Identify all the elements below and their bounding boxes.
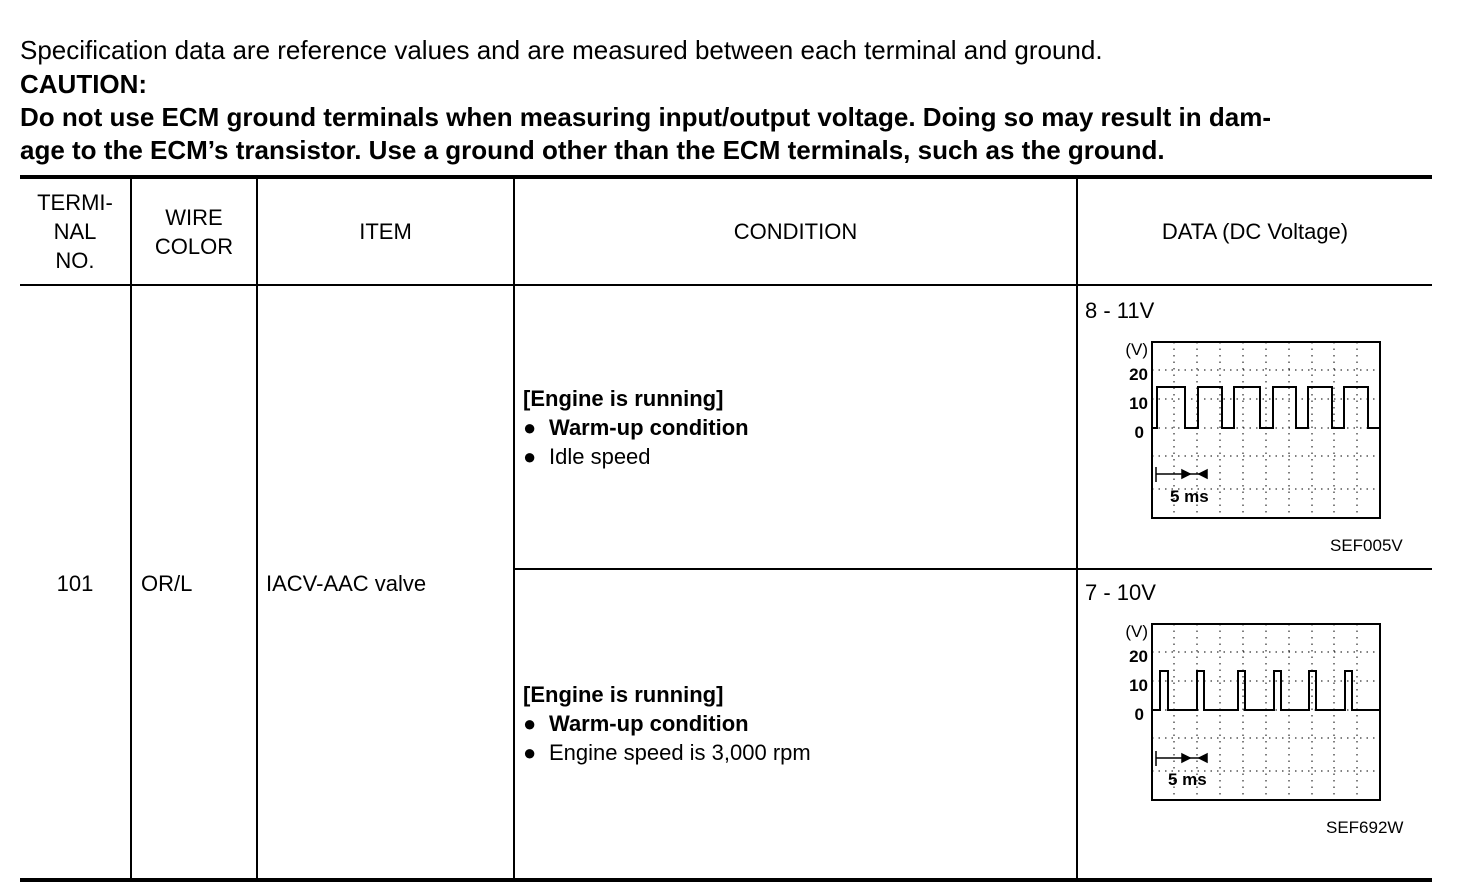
scope-1-time-label: 5 ms bbox=[1170, 487, 1209, 506]
table-header-rule bbox=[20, 284, 1432, 286]
scope-1-unit: (V) bbox=[1125, 340, 1148, 359]
row-divider-rule bbox=[514, 568, 1432, 570]
bullet-icon: ● bbox=[523, 415, 537, 440]
figure-id-1: SEF005V bbox=[1330, 536, 1403, 555]
condition-2-bullet-1 bbox=[523, 709, 811, 738]
scope-2-tick-20: 20 bbox=[1129, 647, 1148, 666]
scope-2-unit: (V) bbox=[1125, 622, 1148, 641]
bullet-icon: ● bbox=[523, 711, 537, 736]
scope-2-time-marker bbox=[1156, 751, 1207, 766]
scope-2-time-label: 5 ms bbox=[1168, 770, 1207, 789]
cell-item: IACV-AAC valve bbox=[266, 571, 427, 596]
cell-wire-color: OR/L bbox=[141, 571, 193, 596]
header-wire-line-1: WIRE bbox=[165, 204, 223, 230]
scope-1-tick-0: 0 bbox=[1134, 423, 1144, 442]
condition-1-heading: [Engine is running] bbox=[523, 386, 724, 411]
caution-line-2: age to the ECM’s transistor. Use a ground other than the ECM terminals, such as the ground. bbox=[20, 135, 1165, 165]
header-terminal-line-2: NAL bbox=[53, 219, 97, 244]
condition-1-bullet-1-text: Warm-up condition bbox=[549, 415, 749, 440]
table-bottom-rule bbox=[20, 878, 1432, 882]
condition-1-bullet-1 bbox=[523, 413, 749, 442]
condition-2-bullet-2-text: Engine speed is 3,000 rpm bbox=[549, 740, 811, 765]
oscilloscope-waveform-1 bbox=[1112, 336, 1392, 526]
scope-2-tick-10: 10 bbox=[1129, 676, 1148, 695]
caution-body bbox=[20, 101, 1432, 167]
voltage-range-2: 7 - 10V bbox=[1085, 580, 1156, 605]
scope-1-tick-10: 10 bbox=[1129, 394, 1148, 413]
scope-1-time-marker bbox=[1156, 467, 1207, 482]
header-wire-line-2: COLOR bbox=[154, 233, 234, 259]
header-wire-color bbox=[132, 179, 256, 284]
figure-id-2: SEF692W bbox=[1326, 818, 1404, 837]
header-condition: CONDITION bbox=[733, 219, 858, 244]
caution-title: CAUTION: bbox=[20, 69, 148, 99]
header-item: ITEM bbox=[359, 219, 412, 244]
header-terminal-no bbox=[20, 179, 130, 284]
bullet-icon: ● bbox=[523, 740, 537, 765]
header-terminal-line-1: TERMI- bbox=[37, 190, 113, 215]
condition-1-bullet-2 bbox=[523, 442, 749, 471]
condition-2-bullet-2 bbox=[523, 738, 811, 767]
caution-line-1: Do not use ECM ground terminals when measuring input/output voltage. Doing so may result in dam- bbox=[20, 102, 1271, 132]
condition-2 bbox=[523, 680, 811, 767]
header-terminal-line-3: NO. bbox=[55, 248, 95, 273]
condition-1-bullet-2-text: Idle speed bbox=[549, 444, 651, 469]
voltage-range-1: 8 - 11V bbox=[1085, 298, 1155, 323]
condition-1 bbox=[523, 384, 749, 471]
condition-2-bullet-1-text: Warm-up condition bbox=[549, 711, 749, 736]
scope-2-tick-0: 0 bbox=[1134, 705, 1144, 724]
intro-text: Specification data are reference values and are measured between each terminal and ground. bbox=[20, 35, 1103, 65]
header-data: DATA (DC Voltage) bbox=[1161, 219, 1349, 244]
scope-1-tick-20: 20 bbox=[1129, 365, 1148, 384]
bullet-icon: ● bbox=[523, 444, 537, 469]
condition-2-heading: [Engine is running] bbox=[523, 682, 724, 707]
oscilloscope-waveform-2 bbox=[1112, 618, 1392, 808]
cell-terminal-no: 101 bbox=[56, 571, 94, 596]
